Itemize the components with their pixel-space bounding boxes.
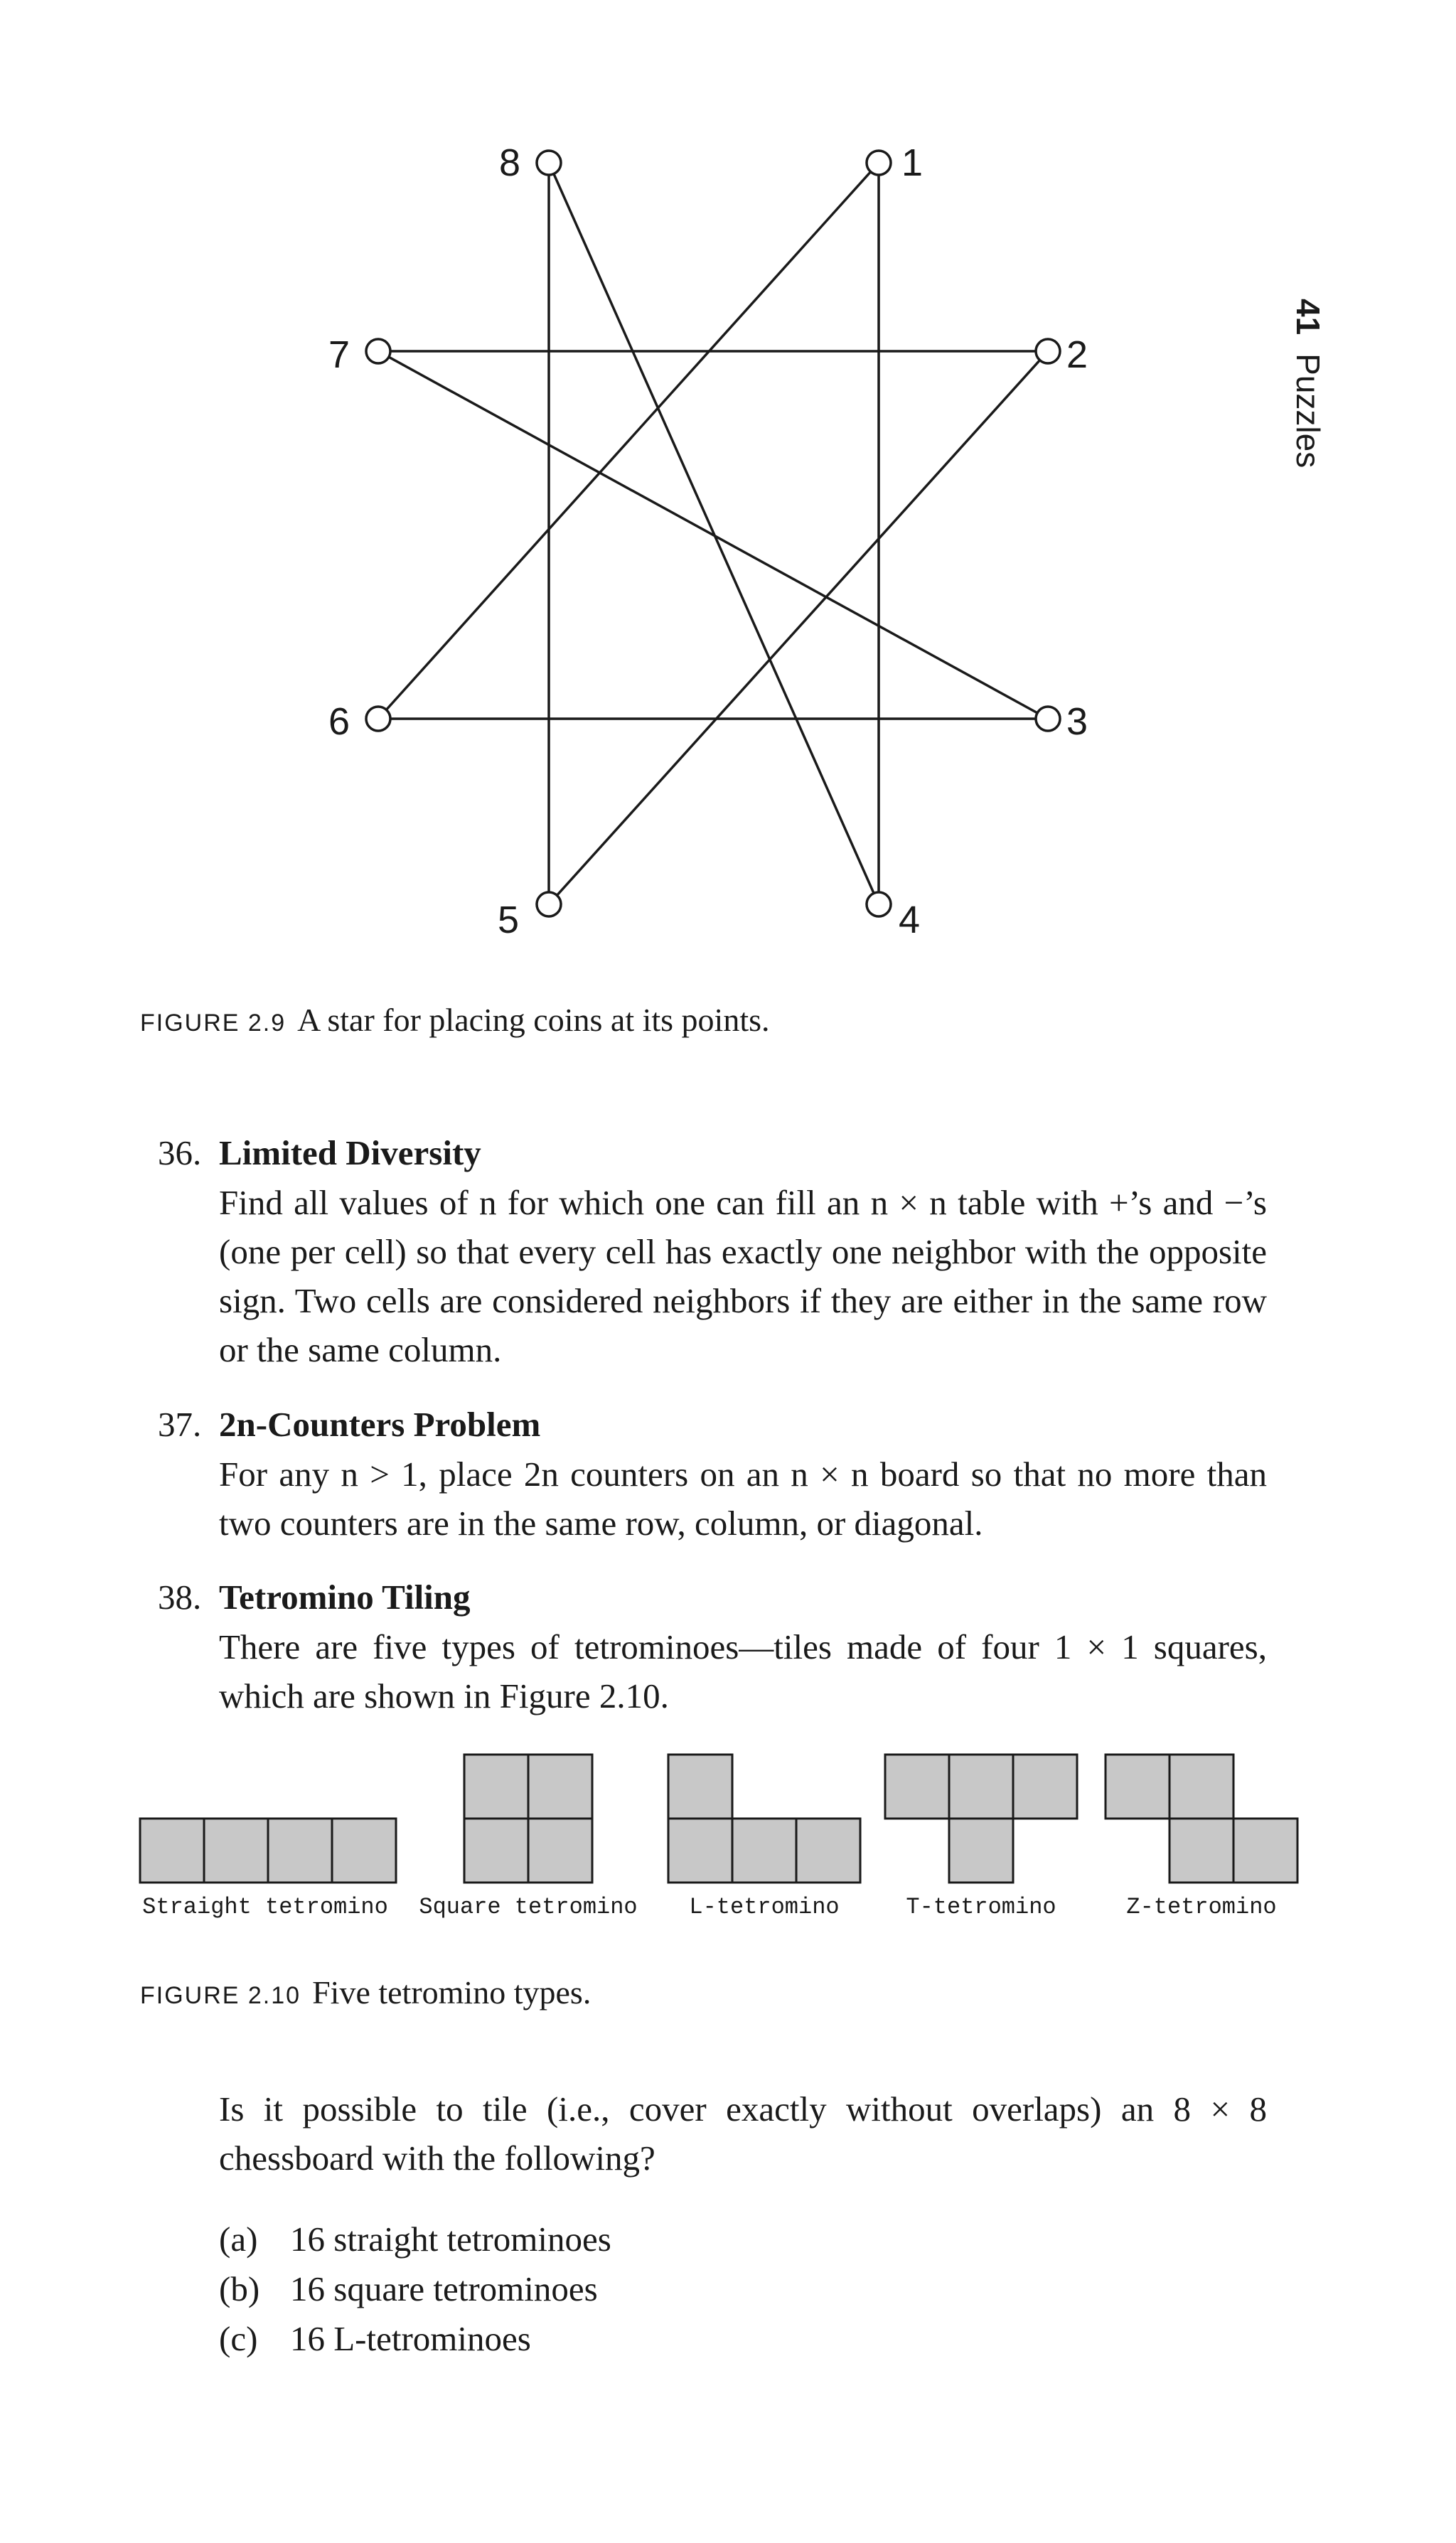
problem-body: Find all values of n for which one can fill an n × n table with +’s and −’s (one per cell) so that every cell has exactly one neighbor with the opposite sign. Two cells are considered neighbors if they are either in the same row or the same column. bbox=[219, 1183, 1267, 1369]
problem-body: For any n > 1, place 2n counters on an n × n board so that no more than two counters are in the same row, column, or diagonal. bbox=[219, 1455, 1267, 1543]
problem-title: Tetromino Tiling bbox=[219, 1578, 471, 1617]
figure-2-10-caption-label: FIGURE 2.10 bbox=[140, 1982, 301, 2009]
tetromino-cell bbox=[1169, 1819, 1233, 1883]
figure-2-9-caption-label: FIGURE 2.9 bbox=[140, 1010, 287, 1037]
option-text: 16 straight tetrominoes bbox=[290, 2220, 611, 2259]
star-label-8: 8 bbox=[499, 141, 521, 184]
option-marker: (a) bbox=[219, 2220, 258, 2259]
tetromino-cell bbox=[1169, 1755, 1233, 1819]
problem-body: There are five types of tetrominoes—tiles made of four 1 × 1 squares, which are shown in Figure 2.10. bbox=[219, 1627, 1267, 1715]
star-label-3: 3 bbox=[1066, 700, 1088, 743]
option-marker: (b) bbox=[219, 2269, 260, 2308]
tetromino-cell bbox=[464, 1819, 528, 1883]
z-tetromino bbox=[1106, 1755, 1297, 1883]
option-b bbox=[219, 2264, 598, 2313]
option-c bbox=[219, 2314, 531, 2363]
tetromino-cell bbox=[668, 1755, 732, 1819]
page-number: 41 bbox=[1290, 299, 1327, 336]
problem-number: 36. bbox=[158, 1133, 202, 1172]
figure-2-10-caption bbox=[140, 1974, 591, 2011]
tetromino-label-z: Z-tetromino bbox=[1126, 1894, 1277, 1920]
problem-title: Limited Diversity bbox=[219, 1133, 481, 1172]
star-label-5: 5 bbox=[498, 899, 520, 941]
problem-number: 37. bbox=[158, 1405, 202, 1444]
tetromino-cell bbox=[1233, 1819, 1297, 1883]
problem-number: 38. bbox=[158, 1578, 202, 1617]
square-tetromino bbox=[464, 1755, 592, 1883]
star-label-4: 4 bbox=[899, 899, 921, 941]
tetromino-label-l: L-tetromino bbox=[689, 1894, 840, 1920]
tetromino-cell bbox=[464, 1755, 528, 1819]
tetromino-label-square: Square tetromino bbox=[419, 1894, 638, 1920]
option-text: 16 square tetrominoes bbox=[290, 2269, 598, 2308]
star-label-2: 2 bbox=[1066, 333, 1088, 376]
running-head-section: Puzzles bbox=[1290, 353, 1327, 469]
l-tetromino bbox=[668, 1755, 860, 1883]
star-label-1: 1 bbox=[901, 141, 924, 184]
tetromino-cell bbox=[949, 1819, 1013, 1883]
star-label-7: 7 bbox=[328, 333, 350, 376]
figure-2-9-caption-text: A star for placing coins at its points. bbox=[297, 1002, 770, 1038]
option-marker: (c) bbox=[219, 2319, 258, 2358]
tetromino-cell bbox=[140, 1819, 204, 1883]
figure-2-10-caption-text: Five tetromino types. bbox=[312, 1974, 592, 2011]
question-text: Is it possible to tile (i.e., cover exactly without overlaps) an 8 × 8 chessboard with the following? bbox=[219, 2089, 1267, 2178]
problem-title: 2n-Counters Problem bbox=[219, 1405, 541, 1444]
tetromino-cell bbox=[668, 1819, 732, 1883]
option-text: 16 L-tetrominoes bbox=[290, 2319, 531, 2358]
tetromino-cell bbox=[528, 1819, 592, 1883]
straight-tetromino bbox=[140, 1819, 396, 1883]
tetromino-cell bbox=[332, 1819, 396, 1883]
tetromino-cell bbox=[528, 1755, 592, 1819]
t-tetromino bbox=[885, 1755, 1077, 1883]
star-label-6: 6 bbox=[328, 700, 350, 743]
tetromino-cell bbox=[949, 1755, 1013, 1819]
tetromino-label-straight: Straight tetromino bbox=[142, 1894, 388, 1920]
tetromino-cell bbox=[1106, 1755, 1169, 1819]
tetromino-cell bbox=[885, 1755, 949, 1819]
option-a bbox=[219, 2215, 611, 2264]
tetromino-cell bbox=[268, 1819, 332, 1883]
tetromino-cell bbox=[204, 1819, 268, 1883]
tetromino-cell bbox=[796, 1819, 860, 1883]
tetromino-cell bbox=[1013, 1755, 1077, 1819]
tetromino-label-t: T-tetromino bbox=[906, 1894, 1056, 1920]
tetromino-cell bbox=[732, 1819, 796, 1883]
